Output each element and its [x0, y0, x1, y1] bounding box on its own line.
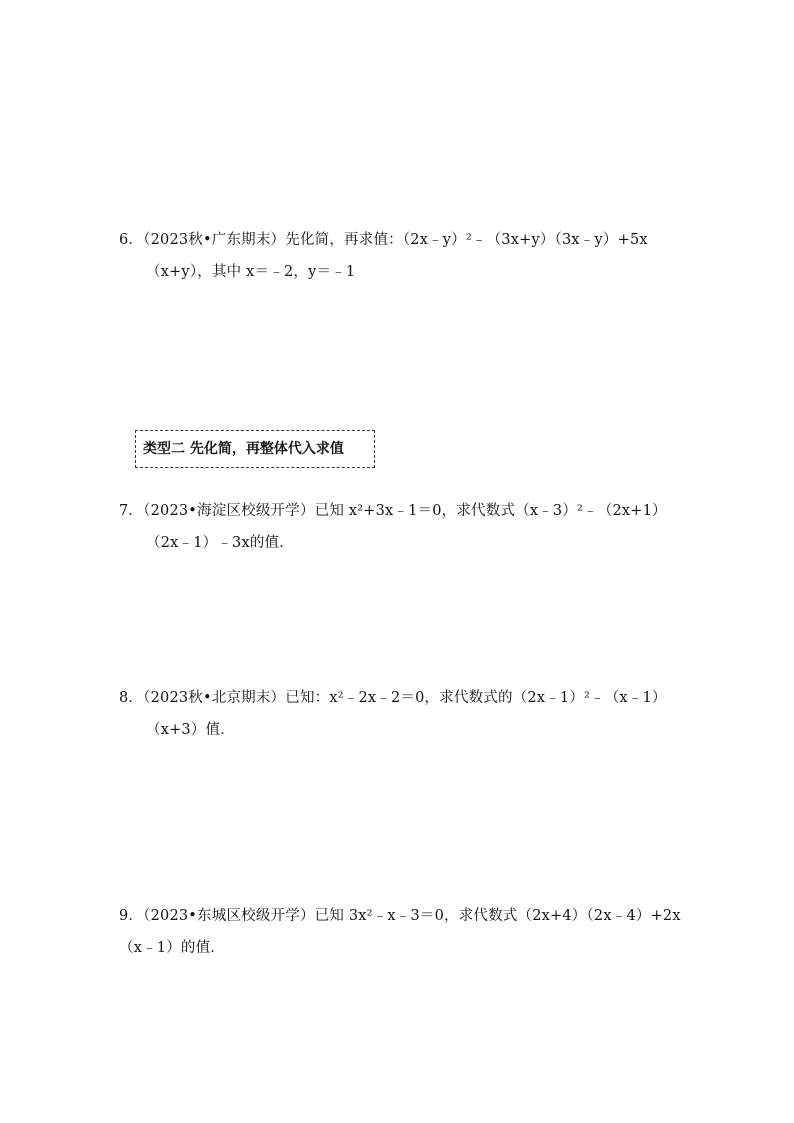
question-9-source: （2023•东城区校级开学）	[143, 908, 315, 924]
question-6-source: （2023秋•广东期末）	[143, 232, 286, 248]
question-6-line-2: （x+y），其中 x＝﹣2，y＝﹣1	[146, 264, 356, 280]
question-6-number: 6．	[119, 232, 144, 248]
question-8-source: （2023秋•北京期末）	[143, 690, 286, 706]
question-8-number: 8．	[119, 690, 144, 706]
question-7-line-1	[119, 499, 667, 520]
question-7-line-2: （2x﹣1）﹣3x的值．	[146, 535, 294, 551]
section-heading: 类型二 先化简，再整体代入求值	[143, 441, 344, 457]
question-7-source: （2023•海淀区校级开学）	[143, 503, 315, 519]
question-7-text: 已知 x²+3x﹣1＝0，求代数式（x﹣3）²﹣（2x+1）	[314, 503, 667, 519]
question-9-line-2: （x﹣1）的值．	[119, 940, 226, 956]
question-6-line-1	[119, 228, 648, 249]
question-8-text: 已知：x²﹣2x﹣2＝0，求代数式的（2x﹣1）²﹣（x﹣1）	[285, 690, 667, 706]
question-9-line-1	[119, 904, 681, 925]
question-9-text: 已知 3x²﹣x﹣3＝0，求代数式（2x+4）（2x﹣4）+2x	[314, 908, 681, 924]
question-9-number: 9．	[119, 908, 144, 924]
question-7-number: 7．	[119, 503, 144, 519]
section-heading-box	[135, 430, 375, 468]
question-8-line-2: （x+3）值．	[146, 722, 235, 738]
question-8-line-1	[119, 686, 667, 707]
question-6-text: 先化简，再求值：（2x﹣y）²﹣（3x+y）（3x﹣y）+5x	[285, 232, 648, 248]
